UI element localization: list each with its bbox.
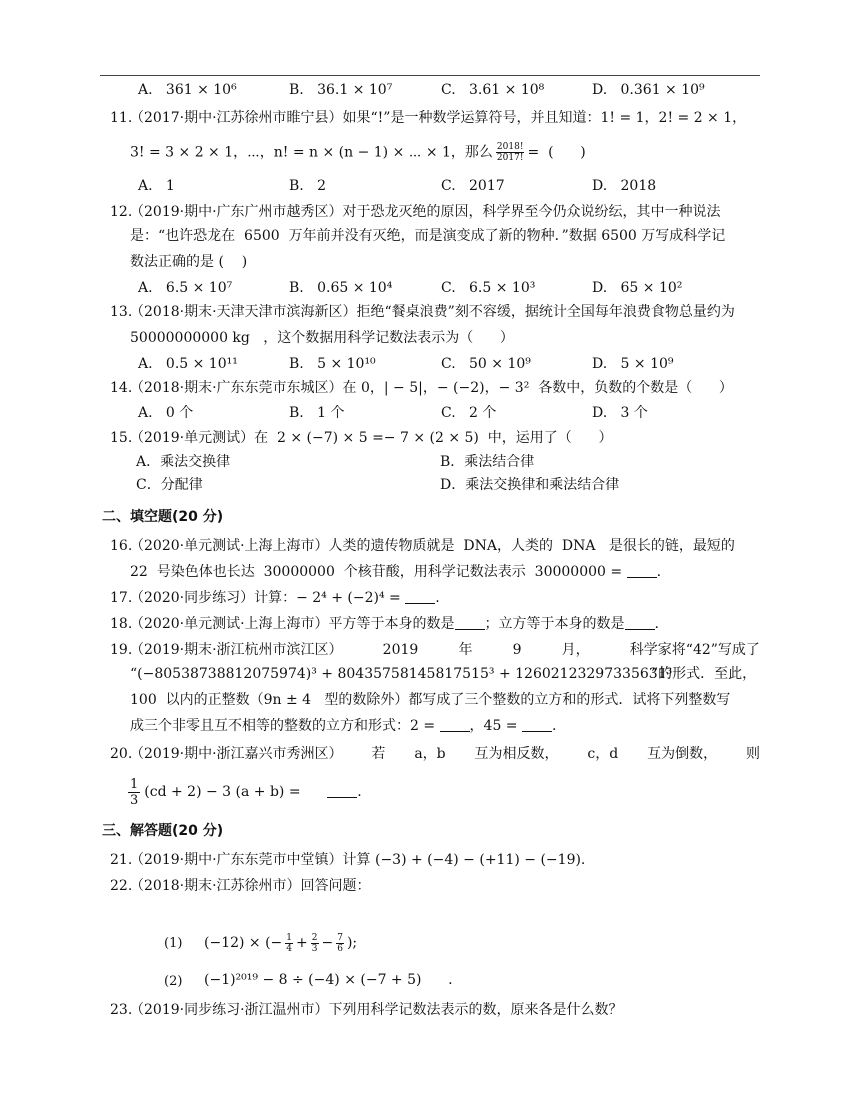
q20-source: （2019·期中·浙江嘉兴市秀洲区） (130, 746, 343, 762)
q12-option-a[interactable]: A. 6.5 × 10⁷ (138, 280, 233, 296)
q11-option-d[interactable]: D. 2018 (592, 178, 657, 194)
q12-option-d[interactable]: D. 65 × 10² (592, 280, 683, 296)
q22-sub1-post: ); (346, 935, 358, 951)
q11-number: 11. (110, 110, 133, 126)
q11-option-c[interactable]: C. 2017 (441, 178, 505, 194)
q14-number: 14. (110, 380, 133, 396)
q22-minus: − (321, 935, 334, 951)
q19-line2: “(−80538738812075974)³ + 80435758145817515³ + 12602123297335631³ (130, 666, 673, 682)
q22-frac3-top: 7 (337, 932, 343, 943)
q15-option-b[interactable]: B．乘法结合律 (440, 454, 535, 470)
q11-line1: （2017·期中·江苏徐州市睢宁县）如果“!”是一种数学运算符号，并且知道：1! = 1，2! = 2 × 1， (130, 110, 747, 126)
q20-line1 (130, 744, 760, 764)
q18-end: . (654, 616, 659, 632)
q22-sub1-frac3 (336, 933, 344, 954)
q21-number: 21. (110, 852, 133, 868)
q20-number: 20. (110, 746, 133, 762)
q22-sub1-pre: (−12) × (− (204, 935, 283, 951)
q11-option-a[interactable]: A. 1 (138, 178, 175, 194)
q19-line3: 100 以内的正整数（9n ± 4 型的数除外）都写成了三个整数的立方和的形式．试将下列整数写 (130, 692, 731, 708)
section-fill-in-title: 二、填空题(20 分) (102, 509, 224, 525)
q13-line1: （2018·期末·天津天津市滨海新区）拒绝“餐桌浪费”刻不容缓，据统计全国每年浪费食物总量约为 (130, 304, 735, 320)
q16-line2 (130, 562, 661, 582)
q22-frac1-bottom: 4 (286, 943, 293, 954)
q15-option-d[interactable]: D．乘法交换律和乘法结合律 (440, 477, 620, 493)
q14-option-a[interactable]: A. 0 个 (138, 405, 194, 421)
q12-option-b[interactable]: B. 0.65 × 10⁴ (289, 280, 393, 296)
q13-option-a[interactable]: A. 0.5 × 10¹¹ (138, 356, 238, 372)
q22-sub1-expression (204, 926, 357, 960)
q17-line (130, 588, 440, 608)
q20-line2 (128, 776, 362, 808)
q14-option-d[interactable]: D. 3 个 (592, 405, 648, 421)
q19-source: （2019·期末·浙江杭州市滨江区） (130, 642, 343, 658)
q13-option-c[interactable]: C. 50 × 10⁹ (441, 356, 531, 372)
q12-line1: （2019·期中·广东广州市越秀区）对于恐龙灭绝的原因，科学界至今仍众说纷纭，其中一种说法 (130, 204, 721, 220)
q16-line2-end: . (656, 564, 662, 580)
q20-frac-bottom: 3 (130, 792, 139, 808)
q11-fraction (496, 142, 525, 163)
q20-frac-top: 1 (130, 776, 139, 792)
q19-answer-blank-2[interactable] (522, 717, 552, 732)
q10-option-b[interactable]: B. 36.1 × 10⁷ (289, 82, 393, 98)
q11-frac-bottom: 2017! (496, 153, 524, 163)
q20-answer-blank[interactable] (327, 783, 357, 798)
q22-sub1-label: (1) (164, 936, 183, 951)
q19-word-month: 月， (561, 642, 590, 658)
q20-end: . (357, 784, 362, 800)
q12-option-c[interactable]: C. 6.5 × 10³ (441, 280, 536, 296)
q10-option-a[interactable]: A. 361 × 10⁶ (138, 82, 237, 98)
q18-answer-blank-1[interactable] (455, 615, 485, 630)
q12-number: 12. (110, 204, 133, 220)
q11-line2-pre: 3! = 3 × 2 × 1，⋯，n! = n × (n − 1) × ⋯ × 1，那么 (130, 144, 493, 161)
q19-line1 (130, 640, 760, 660)
q16-number: 16. (110, 538, 133, 554)
q20-then: 则 (746, 746, 760, 762)
q20-expression: (cd + 2) − 3 (a + b) = (144, 784, 301, 800)
q12-line3: 数法正确的是 ( ) (130, 254, 248, 270)
q19-number: 19. (110, 642, 133, 658)
q19-line4 (130, 716, 556, 736)
q20-var-ab: a，b (414, 746, 446, 762)
q18-number: 18. (110, 616, 133, 632)
q18-answer-blank-2[interactable] (625, 615, 655, 630)
q19-line4-end: . (552, 718, 557, 734)
q14-option-c[interactable]: C. 2 个 (441, 405, 497, 421)
q11-option-b[interactable]: B. 2 (289, 178, 326, 194)
q14-option-b[interactable]: B. 1 个 (289, 405, 345, 421)
q19-line4-b: ，45 = (469, 718, 518, 734)
q22-sub1-frac2 (311, 933, 319, 954)
q19-answer-blank-1[interactable] (440, 717, 470, 732)
q11-line2 (130, 142, 586, 163)
q19-line4-a: 成三个非零且互不相等的整数的立方和形式：2 = (130, 718, 436, 734)
q22-sub2-expression: (−1)²⁰¹⁹ − 8 ÷ (−4) × (−7 + 5) . (204, 972, 453, 988)
q18-mid: ；立方等于本身的数是 (484, 616, 625, 632)
q20-var-cd: c，d (587, 746, 619, 762)
q15-option-a[interactable]: A．乘法交换律 (136, 454, 231, 470)
q20-opposite: 互为相反数， (474, 746, 559, 762)
q19-word-year: 年 (458, 642, 473, 658)
q21-line: （2019·期中·广东东莞市中堂镇）计算 (−3) + (−4) − (+11) − (−19). (130, 852, 586, 868)
q19-line2-end: ”的形式．至此， (651, 666, 757, 682)
q17-number: 17. (110, 590, 133, 606)
q13-number: 13. (110, 304, 133, 320)
q17-answer-blank[interactable] (405, 589, 435, 604)
q20-word-if: 若 (371, 746, 386, 762)
q10-option-c[interactable]: C. 3.61 × 10⁸ (441, 82, 545, 98)
q22-line: （2018·期末·江苏徐州市）回答问题： (130, 878, 371, 894)
q17-text: （2020·同步练习）计算：− 2⁴ + (−2)⁴ = (130, 590, 401, 606)
q14-line1: （2018·期末·广东东莞市东城区）在 0，| − 5|，− (−2)，− 3² 各数中，负数的个数是（ ） (130, 380, 733, 396)
q22-frac2-bottom: 3 (311, 943, 318, 954)
q15-line1: （2019·单元测试）在 2 × (−7) × 5 =− 7 × (2 × 5) 中，运用了（ ） (130, 430, 613, 446)
section-solve-title: 三、解答题(20 分) (102, 823, 224, 839)
q22-frac2-top: 2 (311, 932, 318, 943)
q22-frac1-top: 1 (286, 932, 293, 943)
q16-line2-text: 22 号染色体也长达 30000000 个核苷酸，用科学记数法表示 30000000 = (130, 564, 623, 580)
q17-end: . (435, 590, 440, 606)
q20-fraction (128, 777, 140, 808)
q23-number: 23. (110, 1002, 133, 1018)
q13-line2: 50000000000 kg ，这个数据用科学记数法表示为（ ） (130, 330, 514, 346)
q18-line (130, 614, 659, 634)
header-rule (100, 75, 760, 76)
q12-line2: 是：“也许恐龙在 6500 万年前并没有灭绝，而是演变成了新的物种．”数据 6500 万写成科学记 (130, 228, 726, 244)
q19-line1-end: 科学家将“42”写成了 (629, 642, 760, 658)
q19-year: 2019 (382, 642, 419, 658)
q15-option-c[interactable]: C．分配律 (136, 477, 203, 493)
q16-answer-blank[interactable] (627, 563, 657, 578)
q10-option-d[interactable]: D. 0.361 × 10⁹ (592, 82, 705, 98)
q23-line: （2019·同步练习·浙江温州市）下列用科学记数法表示的数，原来各是什么数？ (130, 1002, 623, 1018)
q22-sub1-frac1 (285, 933, 293, 954)
q20-reciprocal: 互为倒数， (647, 746, 718, 762)
q11-line2-post: = ( ) (527, 144, 586, 161)
q13-option-b[interactable]: B. 5 × 10¹⁰ (289, 356, 376, 372)
q16-line1: （2020·单元测试·上海上海市）人类的遗传物质就是 DNA，人类的 DNA 是很长的链，最短的 (130, 538, 735, 554)
q22-number: 22. (110, 878, 133, 894)
q18-text: （2020·单元测试·上海上海市）平方等于本身的数是 (130, 616, 455, 632)
q22-sub2-label: (2) (164, 974, 183, 989)
q13-option-d[interactable]: D. 5 × 10⁹ (592, 356, 674, 372)
q15-number: 15. (110, 430, 133, 446)
q22-plus: + (296, 935, 308, 951)
q19-month-number: 9 (512, 642, 522, 658)
q22-frac3-bottom: 6 (337, 943, 343, 954)
q11-frac-top: 2018! (496, 142, 524, 152)
